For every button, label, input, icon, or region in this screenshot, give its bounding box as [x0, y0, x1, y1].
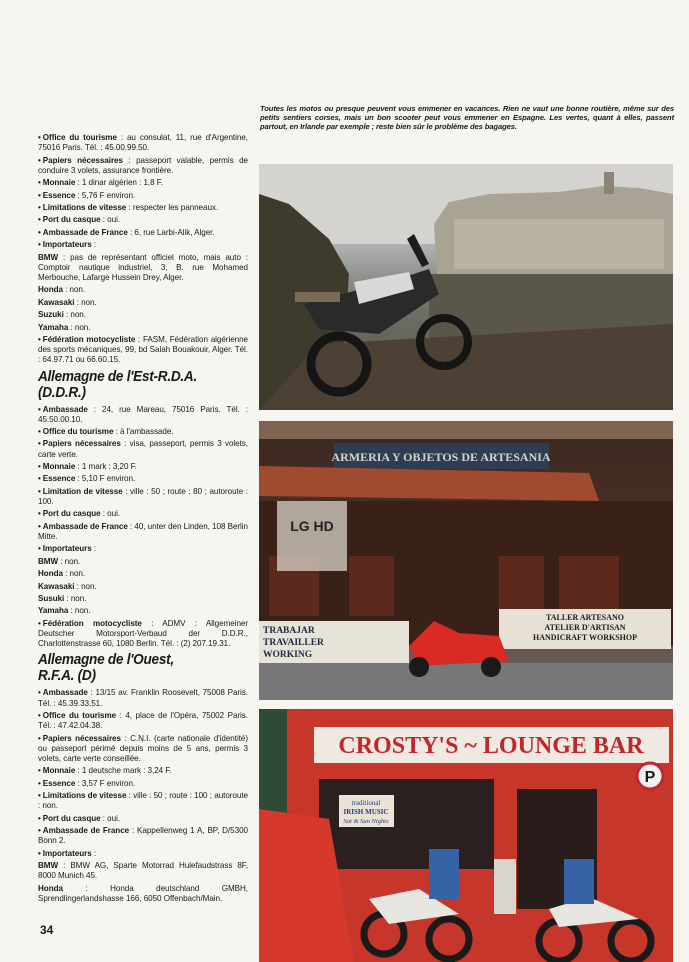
algerie-item-text: : 5,76 F environ. [75, 190, 136, 200]
algerie-item [38, 215, 248, 225]
rda-importer-item-label: Honda [38, 569, 63, 579]
algerie-section [38, 133, 248, 250]
bullet-icon: • [38, 848, 41, 858]
rda-federation-item [38, 619, 248, 650]
algerie-importer-item [38, 323, 248, 333]
bullet-icon: • [38, 509, 41, 519]
algerie-item-label: Ambassade de France [42, 227, 128, 237]
algerie-importer-item-label: Honda [38, 285, 63, 295]
rda-federation [38, 619, 248, 650]
rfa-importer-item-text: : BMW AG, Sparte Motorrad Hulefaudstrass 8F, 8000 Munich 45. [38, 861, 248, 881]
algerie-item-label: Papiers nécessaires [42, 155, 123, 165]
rda-item [38, 427, 248, 437]
rfa-item [38, 849, 248, 859]
rda-importer-item [38, 582, 248, 592]
rda-item-text: : 5,10 F environ. [75, 474, 136, 484]
algerie-item [38, 191, 248, 201]
bullet-icon: • [38, 178, 41, 188]
algerie-importer-item-text: : pas de représentant officiel moto, mais auto : Comptoir nautique industriel, 3, B. rue Mohamed Merbouche, Lafarge Hussein Drey, Alger. [38, 252, 248, 282]
algerie-importer-item [38, 310, 248, 320]
bullet-icon: • [38, 202, 41, 212]
tile-sign-line3: WORKING [263, 650, 313, 660]
rfa-item-label: Port du casque [42, 813, 101, 823]
algerie-item [38, 240, 248, 250]
algerie-item-label: Essence [42, 190, 76, 200]
algerie-importer-item-label: Kawasaki [38, 297, 75, 307]
rda-item [38, 487, 248, 507]
bullet-icon: • [38, 486, 41, 496]
rfa-section [38, 688, 248, 859]
algerie-item-label: Importateurs [42, 240, 92, 250]
rfa-item [38, 791, 248, 811]
rda-federation-item-label: Fédération motocycliste [42, 618, 142, 628]
algerie-item-text: : respecter les panneaux. [126, 202, 219, 212]
algerie-item-text: : oui. [100, 215, 121, 225]
algerie-importer-item-label: Suzuki [38, 310, 64, 320]
rfa-item [38, 688, 248, 708]
rda-heading-line1: Allemagne de l'Est-R.D.A. [38, 368, 197, 385]
algerie-item-text: : au consulat, 11, rue d'Argentine, 75016 Paris. Tél. : 45.00.99.50. [38, 133, 248, 153]
rda-item-text: : visa, passeport, permis 3 volets, carte verte. [38, 439, 248, 459]
photo-motorcycle-corsica-drawing [259, 164, 673, 410]
rfa-item-text: : [91, 848, 97, 858]
rfa-item-label: Ambassade de France [42, 826, 130, 836]
rfa-item-label: Office du tourisme [42, 710, 117, 720]
algerie-importer-item-text: : non. [74, 297, 97, 307]
rfa-item-label: Limitations de vitesse [42, 791, 127, 801]
rda-importer-item-label: Kawasaki [38, 581, 75, 591]
rfa-heading-line1: Allemagne de l'Ouest, [38, 652, 174, 669]
rda-item-text: : [91, 544, 97, 554]
algerie-item-text: : [91, 240, 97, 250]
watermark-logo: LG HD [290, 518, 334, 534]
algerie-importer-item-label: Yamaha [38, 322, 69, 332]
algerie-item-text: : 6, rue Larbi-Alik, Alger. [127, 227, 215, 237]
rda-item [38, 509, 248, 519]
rda-importer-item-text: : non. [68, 606, 91, 616]
rda-importer-item [38, 557, 248, 567]
photo-motorcycle-corsica [259, 164, 673, 410]
algerie-federation-item-label: Fédération motocycliste [42, 334, 136, 344]
bullet-icon: • [38, 826, 41, 836]
bullet-icon: • [38, 813, 41, 823]
photo-trailbikes-ireland [259, 709, 673, 962]
rfa-importer-item [38, 884, 248, 904]
bullet-icon: • [38, 766, 41, 776]
rda-item-label: Essence [42, 474, 76, 484]
rda-item [38, 522, 248, 542]
bullet-icon: • [38, 334, 41, 344]
rda-importer-item [38, 594, 248, 604]
rda-item [38, 439, 248, 459]
algerie-federation [38, 335, 248, 366]
rda-item-text: : 1 mark : 3,20 F. [75, 462, 137, 472]
rda-item-text: : à l'ambassade. [113, 427, 174, 437]
workshop-sign-line2: ATELIER D'ARTISAN [544, 623, 626, 632]
algerie-federation-item [38, 335, 248, 366]
algerie-item-text: : 1 dinar algérien : 1,8 F. [75, 178, 163, 188]
bullet-icon: • [38, 133, 41, 142]
rda-item-label: Monnaie [42, 462, 76, 472]
bullet-icon: • [38, 521, 41, 531]
rda-item-label: Limitation de vitesse [42, 486, 123, 496]
tile-sign-line2: TRAVAILLER [263, 638, 324, 648]
rfa-item-label: Papiers nécessaires [42, 733, 121, 743]
algerie-importer-item-text: : non. [62, 285, 86, 295]
bullet-icon: • [38, 215, 41, 225]
rda-item-label: Importateurs [42, 544, 92, 554]
rfa-item-text: : C.N.I. (carte nationale d'identité) ou passeport périmé depuis moins de 5 ans, permis 3 volets, carte verte conseillée. [38, 733, 248, 763]
rfa-item-text: : ville : 50 ; route : 100 ; autoroute : non. [38, 791, 248, 811]
window-sign-line2: IRISH MUSIC [343, 808, 389, 816]
rda-item-label: Papiers nécessaires [42, 439, 121, 449]
rda-importer-item [38, 569, 248, 579]
algerie-item-label: Port du casque [42, 215, 101, 225]
bullet-icon: • [38, 688, 41, 698]
page-number: 34 [40, 923, 54, 937]
rfa-importer-item [38, 861, 248, 881]
left-text-column [38, 133, 248, 906]
tile-sign-line1: TRABAJAR [263, 626, 315, 636]
pub-main-sign: CROSTY'S ~ LOUNGE BAR [338, 733, 644, 759]
algerie-item-text: : passeport valable, permis de conduire 3 volets, assurance frontière. [38, 155, 248, 175]
rfa-item-text: : Kappellenweg 1 A, BP, D/5300 Bonn 2. [38, 826, 248, 846]
rda-item-text: : 40, unter den Linden, 108 Berlin Mitte. [38, 521, 248, 542]
algerie-importer-item-label: BMW [38, 252, 59, 262]
rda-item [38, 462, 248, 472]
rfa-importer-item-text: : Honda deutschland GMBH, Sprendlingerlandshasse 166, 6050 Offenbach/Main. [38, 883, 248, 903]
rda-importer-item-label: Yamaha [38, 606, 69, 616]
rfa-item [38, 779, 248, 789]
rfa-importer-item-label: Honda [38, 883, 63, 893]
photo-scooter-spain-drawing [259, 421, 673, 700]
rfa-item-text: : 3,57 F environ. [75, 778, 136, 788]
algerie-importer-item-text: : non. [63, 310, 86, 320]
rfa-item [38, 826, 248, 846]
parking-sign: P [644, 769, 656, 786]
rfa-item-label: Essence [42, 778, 76, 788]
algerie-importer-item [38, 298, 248, 308]
algerie-item-label: Office du tourisme [42, 133, 117, 142]
bullet-icon: • [38, 227, 41, 237]
rda-importer-item [38, 606, 248, 616]
window-sign-line1: traditional [351, 799, 381, 807]
bullet-icon: • [38, 190, 41, 200]
rfa-item [38, 814, 248, 824]
rda-importer-item-text: : non. [58, 556, 81, 566]
bullet-icon: • [38, 791, 41, 801]
algerie-federation-item-text: : FASM, Fédération algérienne des sports mécaniques, 99, bd Salah Bouakouir, Alger. Tél. : 64.97.71 ou 66.60.15. [38, 334, 248, 365]
rda-item-label: Ambassade [42, 404, 88, 414]
algerie-importer-item-text: : non. [68, 322, 91, 332]
bullet-icon: • [38, 710, 41, 720]
bullet-icon: • [38, 618, 41, 628]
bullet-icon: • [38, 778, 41, 788]
rda-item-text: : ville : 50 ; route : 80 ; autoroute : 100. [38, 486, 249, 507]
rfa-item [38, 734, 248, 765]
rda-importers [38, 557, 248, 617]
photo-trailbikes-ireland-drawing [259, 709, 673, 962]
photo-scooter-spain [259, 421, 673, 700]
rda-importer-item-text: : non. [74, 581, 97, 591]
rfa-item-text: : oui. [100, 813, 121, 823]
bullet-icon: • [38, 462, 41, 472]
workshop-sign-line1: TALLER ARTESANO [545, 613, 625, 622]
algerie-item [38, 133, 248, 153]
bullet-icon: • [38, 240, 41, 250]
algerie-importers [38, 253, 248, 333]
rda-item-text: : 24, rue Mareau, 75016 Paris. Tél. : 45.50.00.10. [38, 404, 248, 424]
algerie-item [38, 156, 248, 176]
rfa-item-text: : 13/15 av. Franklin Roosevelt, 75008 Paris. Tél. : 45.39.33.51. [38, 688, 248, 708]
rfa-item-label: Importateurs [42, 848, 92, 858]
rfa-item [38, 766, 248, 776]
rfa-item-text: : 4, place de l'Opéra, 75002 Paris. Tél. : 47.42.04.38. [38, 710, 248, 731]
rda-importer-item-label: Susuki [38, 594, 65, 603]
algerie-item-label: Limitations de vitesse [42, 202, 127, 212]
rda-item-text: : oui. [100, 509, 121, 519]
shop-top-sign: ARMERIA Y OBJETOS DE ARTESANIA [331, 450, 551, 464]
rfa-item [38, 711, 248, 731]
rda-importer-item-text: : non. [64, 594, 87, 603]
workshop-sign-line3: HANDICRAFT WORKSHOP [533, 633, 637, 642]
rfa-item-label: Monnaie [42, 766, 76, 776]
bullet-icon: • [38, 544, 41, 554]
rda-section [38, 405, 248, 555]
rda-federation-item-text: : ADMV : Allgemeiner Deutscher Motorsport-Verbaud der D.D.R., Charlottenstrasse 60, 1080 Berlin. Tél. : (2) 207.19.31. [38, 618, 249, 649]
algerie-item [38, 203, 248, 213]
rda-importer-item-label: BMW [38, 556, 59, 566]
rda-item [38, 405, 248, 425]
bullet-icon: • [38, 474, 41, 484]
rda-importer-item-text: : non. [62, 569, 86, 579]
algerie-item [38, 228, 248, 238]
rfa-item-text: : 1 deutsche mark : 3,24 F. [75, 766, 172, 776]
algerie-item-label: Monnaie [42, 178, 76, 188]
bullet-icon: • [38, 155, 41, 165]
window-sign-line3: Sat & Sun Nights [343, 818, 389, 825]
rfa-heading [38, 652, 231, 684]
rda-item [38, 544, 248, 554]
bullet-icon: • [38, 733, 41, 743]
rda-item-label: Port du casque [42, 509, 101, 519]
algerie-importer-item [38, 285, 248, 295]
rda-heading [38, 369, 231, 401]
algerie-item [38, 178, 248, 188]
rda-item-label: Ambassade de France [42, 521, 128, 531]
photo-caption: Toutes les motos ou presque peuvent vous emmener en vacances. Rien ne vaut une bonne routière, même sur des petits sentiers corses, mais un bon scooter peut vous emmener en Espagne. Les vertes, quant à elles, passent partout, en Irlande par exemple ; reste bien sûr le problème des bagages. [260, 104, 674, 132]
rda-heading-line2: (D.D.R.) [38, 384, 86, 401]
rda-item [38, 474, 248, 484]
rfa-importer-item-label: BMW [38, 861, 59, 871]
rda-item-label: Office du tourisme [42, 427, 114, 437]
rfa-item-label: Ambassade [42, 688, 88, 698]
rfa-importers [38, 861, 248, 904]
rfa-heading-line2: R.F.A. (D) [38, 668, 96, 685]
algerie-importer-item [38, 253, 248, 284]
bullet-icon: • [38, 404, 41, 414]
bullet-icon: • [38, 427, 41, 437]
bullet-icon: • [38, 439, 41, 449]
